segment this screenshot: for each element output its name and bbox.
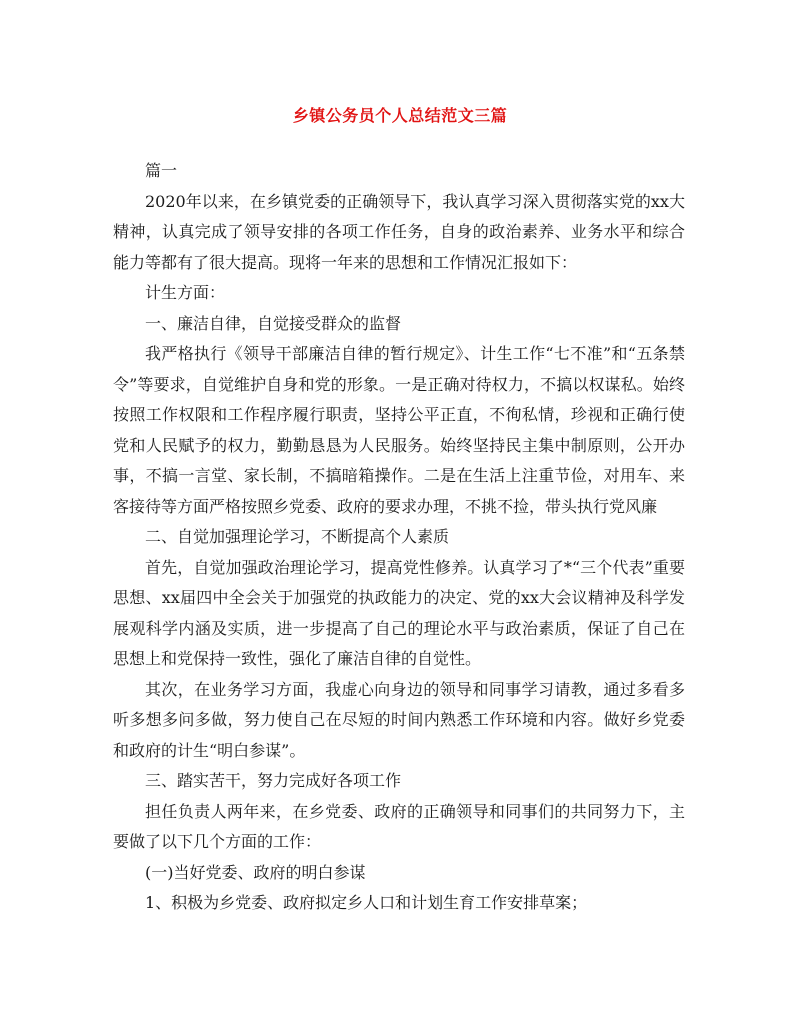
paragraph: 篇一 [145,161,178,180]
paragraph: 首先，自觉加强政治理论学习，提高党性修养。认真学习了*“三个代表”重要思想、xx届四中全会关于加强党的执政能力的决定、党的xx大会议精神及科学发展观科学内涵及实质，进一步提高了自己的理论水平与政治素质，保证了自己在思想上和党保持一致性，强化了廉洁自律的自觉性。 [113,557,685,668]
section-heading: 计生方面： [145,283,226,302]
section-heading: 二、自觉加强理论学习，不断提高个人素质 [145,527,450,546]
section-heading: 一、廉洁自律，自觉接受群众的监督 [145,313,402,333]
paragraph: 其次，在业务学习方面，我虚心向身边的领导和同事学习请教，通过多看多听多想多问多做，努力使自己在尽短的时间内熟悉工作环境和内容。做好乡党委和政府的计生“明白参谋”。 [113,679,685,760]
list-item: 1、积极为乡党委、政府拟定乡人口和计划生育工作安排草案； [145,893,588,912]
sub-heading: (一)当好党委、政府的明白参谋 [145,862,366,882]
document-body [113,156,685,919]
paragraph: 2020年以来，在乡镇党委的正确领导下，我认真学习深入贯彻落实党的xx大精神，认真完成了领导安排的各项工作任务，自身的政治素养、业务水平和综合能力等都有了很大提高。现将一年来的思想和工作情况汇报如下： [113,191,685,272]
section-heading: 三、踏实苦干，努力完成好各项工作 [145,771,402,790]
document-title: 乡镇公务员个人总结范文三篇 [292,106,508,125]
paragraph: 我严格执行《领导干部廉洁自律的暂行规定》、计生工作“七不准”和“五条禁令”等要求，自觉维护自身和党的形象。一是正确对待权力，不搞以权谋私。始终按照工作权限和工作程序履行职责，坚持公平正直，不徇私情，珍视和正确行使党和人民赋予的权力，勤勤恳恳为人民服务。始终坚持民主集中制原则，公开办事，不搞一言堂、家长制，不搞暗箱操作。二是在生活上注重节俭，对用车、来客接待等方面严格按照乡党委、政府的要求办理，不挑不捡，带头执行党风廉 [113,344,685,516]
paragraph: 担任负责人两年来，在乡党委、政府的正确领导和同事们的共同努力下，主要做了以下几个方面的工作： [113,801,685,851]
